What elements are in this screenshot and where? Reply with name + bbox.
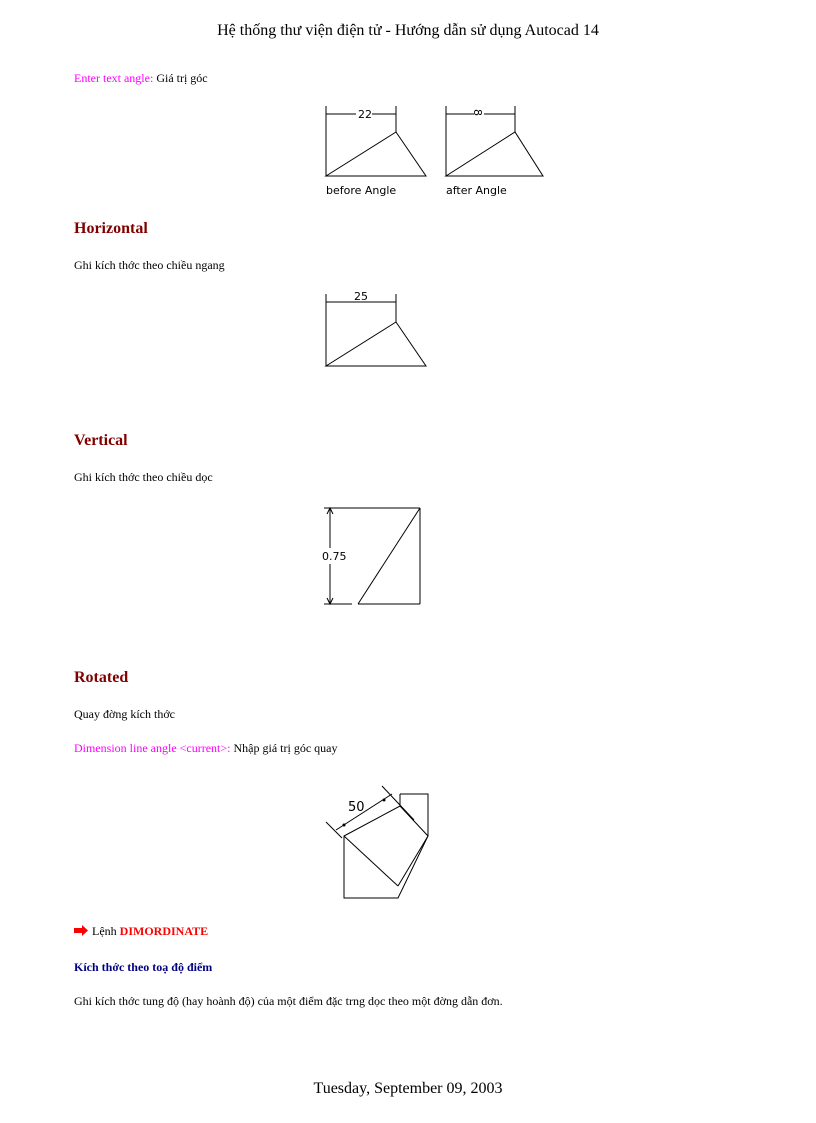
vertical-dim-label: 0.75	[322, 550, 347, 563]
horizontal-desc: Ghi kích thớc theo chiều ngang	[74, 258, 225, 272]
angle-prompt-desc: Giá trị góc	[153, 71, 208, 85]
dimordinate-command-line	[74, 924, 208, 939]
before-angle-drawing	[326, 106, 426, 197]
page-footer-date: Tuesday, September 09, 2003	[313, 1080, 503, 1097]
rotated-figure	[322, 780, 434, 904]
angle-figure	[320, 100, 560, 204]
angle-prompt: Enter text angle:	[74, 71, 154, 85]
vertical-figure	[318, 502, 428, 612]
heading-horizontal: Horizontal	[74, 220, 148, 237]
page-header: Hệ thống thư viện điện tử - Hướng dẫn sử dụng Autocad 14	[217, 22, 599, 39]
after-dim-label: 8	[471, 109, 484, 116]
rotated-prompt: Dimension line angle <current>:	[74, 741, 231, 755]
dimordinate-subheading: Kích thớc theo toạ độ điểm	[74, 960, 213, 974]
horizontal-dim-label: 25	[354, 290, 368, 303]
dimordinate-desc: Ghi kích thớc tung độ (hay hoành độ) của một điểm đặc trng dọc theo một đờng dẫn đơn.	[74, 994, 503, 1008]
command-name: DIMORDINATE	[119, 924, 209, 938]
rotated-desc: Quay đờng kích thớc	[74, 707, 176, 721]
after-angle-drawing	[446, 106, 543, 197]
angle-prompt-line	[74, 71, 208, 86]
heading-rotated: Rotated	[74, 669, 129, 686]
horizontal-figure	[320, 288, 440, 372]
rotated-dim-label: 50	[348, 800, 365, 815]
vertical-desc: Ghi kích thớc theo chiều dọc	[74, 470, 213, 484]
command-prefix: Lệnh	[92, 924, 120, 938]
before-caption: before Angle	[326, 184, 397, 197]
rotated-prompt-line	[74, 741, 337, 756]
rotated-prompt-desc: Nhập giá trị góc quay	[230, 741, 338, 755]
rotated-shape	[344, 806, 428, 898]
heading-vertical: Vertical	[74, 432, 128, 449]
right-arrow-icon	[74, 925, 89, 936]
after-caption: after Angle	[446, 184, 507, 197]
before-dim-label: 22	[358, 108, 372, 121]
